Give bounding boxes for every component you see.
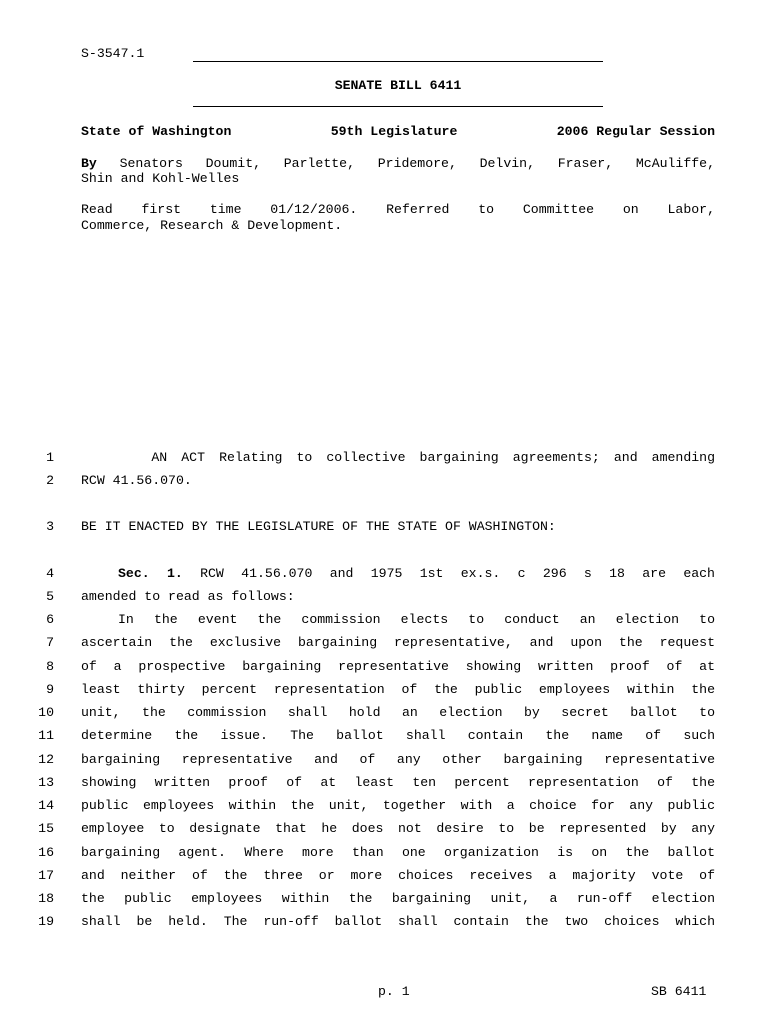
bill-title: SENATE BILL 6411 bbox=[334, 78, 462, 93]
enacting-clause: BE IT ENACTED BY THE LEGISLATURE OF THE STATE OF WASHINGTON: bbox=[81, 519, 556, 534]
line-number: 4 bbox=[46, 566, 54, 581]
line-number: 19 bbox=[38, 914, 54, 929]
line-number: 1 bbox=[46, 450, 54, 465]
sponsors-names-1: Senators Doumit, Parlette, Pridemore, Delvin, Fraser, McAuliffe, bbox=[119, 156, 716, 171]
act-title-line-1 bbox=[81, 450, 715, 466]
sponsors-line-2: Shin and Kohl-Welles bbox=[81, 171, 240, 186]
body-line: ascertain the exclusive bargaining representative, and upon the request bbox=[81, 635, 715, 650]
line-number: 11 bbox=[38, 728, 54, 743]
body-line: and neither of the three or more choices receives a majority vote of bbox=[81, 868, 715, 883]
body-line: bargaining agent. Where more than one organization is on the ballot bbox=[81, 845, 715, 860]
body-line: In the event the commission elects to conduct an election to bbox=[118, 612, 715, 627]
body-line: of a prospective bargaining representative showing written proof of at bbox=[81, 659, 715, 674]
body-line: showing written proof of at least ten percent representation of the bbox=[81, 775, 715, 790]
line-number: 6 bbox=[46, 612, 54, 627]
line-number: 5 bbox=[46, 589, 54, 604]
body-line: unit, the commission shall hold an election by secret ballot to bbox=[81, 705, 715, 720]
line-number: 7 bbox=[46, 635, 54, 650]
section-heading-line bbox=[81, 566, 715, 582]
document-code: S-3547.1 bbox=[81, 46, 145, 61]
line-number: 8 bbox=[46, 659, 54, 674]
body-line: employee to designate that he does not desire to be represented by any bbox=[81, 821, 715, 836]
line-number: 9 bbox=[46, 682, 54, 697]
line-number: 16 bbox=[38, 845, 54, 860]
legislature-info bbox=[81, 124, 715, 139]
body-line: bargaining representative and of any other bargaining representative bbox=[81, 752, 715, 767]
body-line: determine the issue. The ballot shall contain the name of such bbox=[81, 728, 715, 743]
body-line: shall be held. The run-off ballot shall contain the two choices which bbox=[81, 914, 715, 929]
body-line: least thirty percent representation of the public employees within the bbox=[81, 682, 715, 697]
read-first-time-line-1: Read first time 01/12/2006. Referred to Committee on Labor, bbox=[81, 202, 715, 217]
legislature-number: 59th Legislature bbox=[330, 124, 458, 139]
line-number: 3 bbox=[46, 519, 54, 534]
read-first-time-line-2: Commerce, Research & Development. bbox=[81, 218, 343, 233]
header-rule-bottom bbox=[193, 106, 603, 107]
act-title-text: AN ACT Relating to collective bargaining agreements; and amending bbox=[151, 450, 715, 465]
line-number: 15 bbox=[38, 821, 54, 836]
section-label: Sec. 1. bbox=[118, 566, 183, 581]
footer-bill-number: SB 6411 bbox=[651, 984, 707, 999]
sponsors-line-1 bbox=[81, 156, 715, 172]
sponsors-by-label: By bbox=[81, 156, 97, 171]
page-number: p. 1 bbox=[378, 984, 410, 999]
line-number: 12 bbox=[38, 752, 54, 767]
line-number: 2 bbox=[46, 473, 54, 488]
state-name: State of Washington bbox=[81, 124, 232, 139]
act-title-line-2: RCW 41.56.070. bbox=[81, 473, 192, 488]
line-number: 18 bbox=[38, 891, 54, 906]
line-number: 14 bbox=[38, 798, 54, 813]
line-number: 10 bbox=[38, 705, 54, 720]
body-line: public employees within the unit, together with a choice for any public bbox=[81, 798, 715, 813]
section-amend-line: amended to read as follows: bbox=[81, 589, 295, 604]
session-name: 2006 Regular Session bbox=[556, 124, 715, 139]
section-citation: RCW 41.56.070 and 1975 1st ex.s. c 296 s 18 are each bbox=[200, 566, 715, 581]
body-line: the public employees within the bargaining unit, a run-off election bbox=[81, 891, 715, 906]
header-rule-top bbox=[193, 61, 603, 62]
line-number: 17 bbox=[38, 868, 54, 883]
line-number: 13 bbox=[38, 775, 54, 790]
